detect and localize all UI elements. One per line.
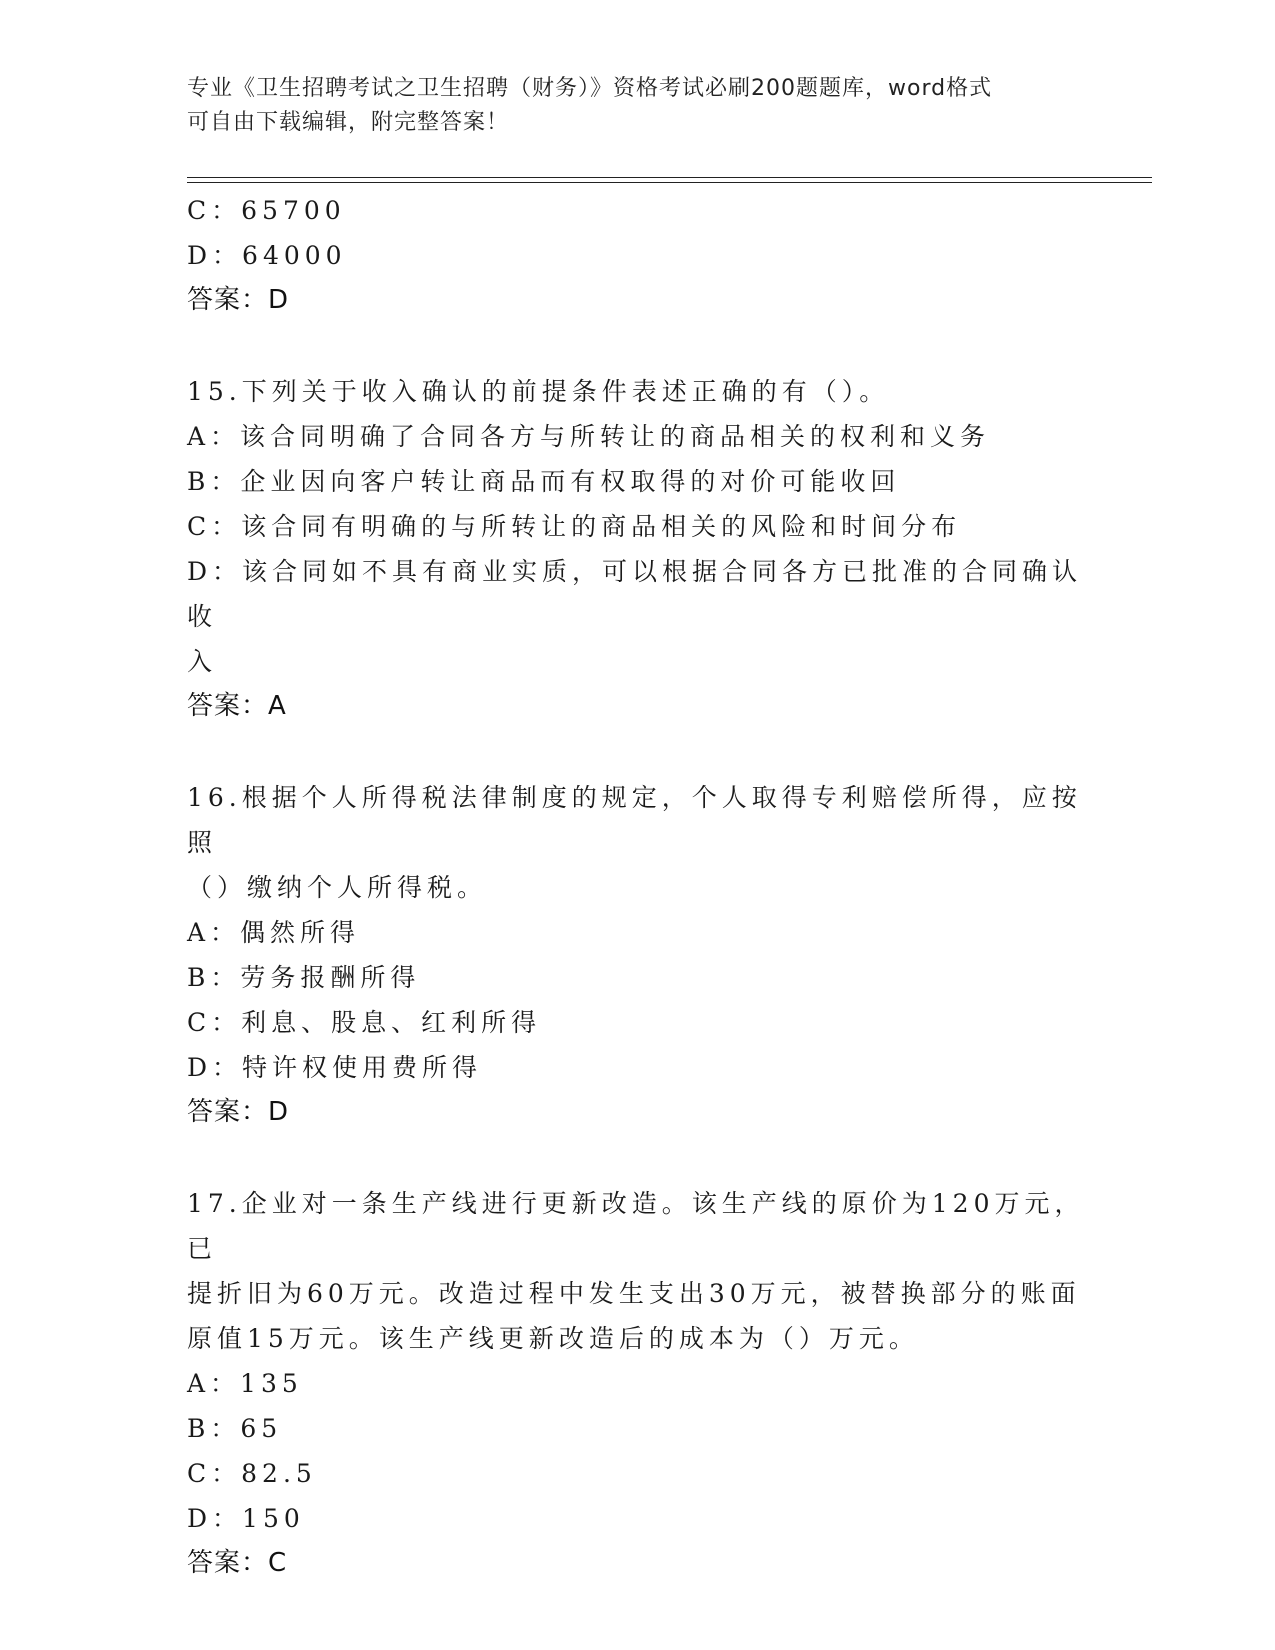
question-17	[187, 1181, 1087, 1586]
option-b: B：劳务报酬所得	[187, 963, 421, 992]
question-stem-continued: （）缴纳个人所得税。	[187, 873, 488, 902]
question-previous	[187, 188, 1087, 323]
spacer	[187, 323, 1087, 369]
answer: 答案：A	[187, 691, 287, 721]
question-list	[187, 188, 1087, 1586]
question-stem: 17.企业对一条生产线进行更新改造。该生产线的原价为120万元，已	[187, 1189, 1085, 1263]
option-d: D：特许权使用费所得	[187, 1053, 483, 1082]
document-header	[187, 72, 1067, 140]
question-stem-continued: 提折旧为60万元。改造过程中发生支出30万元，被替换部分的账面	[187, 1279, 1081, 1308]
option-c: C：该合同有明确的与所转让的商品相关的风险和时间分布	[187, 512, 962, 541]
spacer	[187, 729, 1087, 775]
option-a: A：135	[187, 1369, 303, 1398]
option-d: D：150	[187, 1504, 305, 1533]
spacer	[187, 1135, 1087, 1181]
option-c: C：82.5	[187, 1459, 317, 1488]
header-rule-top	[187, 177, 1152, 178]
answer: 答案：D	[187, 285, 290, 315]
option-c: C：65700	[187, 196, 346, 225]
option-c: C：利息、股息、红利所得	[187, 1008, 542, 1037]
question-stem: 15.下列关于收入确认的前提条件表述正确的有（）。	[187, 377, 890, 406]
question-stem: 16.根据个人所得税法律制度的规定，个人取得专利赔偿所得，应按照	[187, 783, 1082, 857]
option-b: B：65	[187, 1414, 283, 1443]
option-d: D：64000	[187, 241, 347, 270]
question-stem-continued: 原值15万元。该生产线更新改造后的成本为（）万元。	[187, 1324, 919, 1353]
option-d-continued: 入	[187, 647, 218, 676]
option-d: D：该合同如不具有商业实质，可以根据合同各方已批准的合同确认收	[187, 557, 1083, 631]
header-rule-bottom	[187, 182, 1152, 183]
header-line-2: 可自由下载编辑，附完整答案！	[187, 110, 510, 135]
option-a: A：该合同明确了合同各方与所转让的商品相关的权利和义务	[187, 422, 991, 451]
answer: 答案：D	[187, 1097, 290, 1127]
option-a: A：偶然所得	[187, 918, 361, 947]
option-b: B：企业因向客户转让商品而有权取得的对价可能收回	[187, 467, 901, 496]
answer: 答案：C	[187, 1548, 288, 1578]
header-line-1: 专业《卫生招聘考试之卫生招聘（财务）》资格考试必刷200题题库，word格式	[187, 76, 993, 101]
question-16	[187, 775, 1087, 1135]
question-15	[187, 369, 1087, 729]
